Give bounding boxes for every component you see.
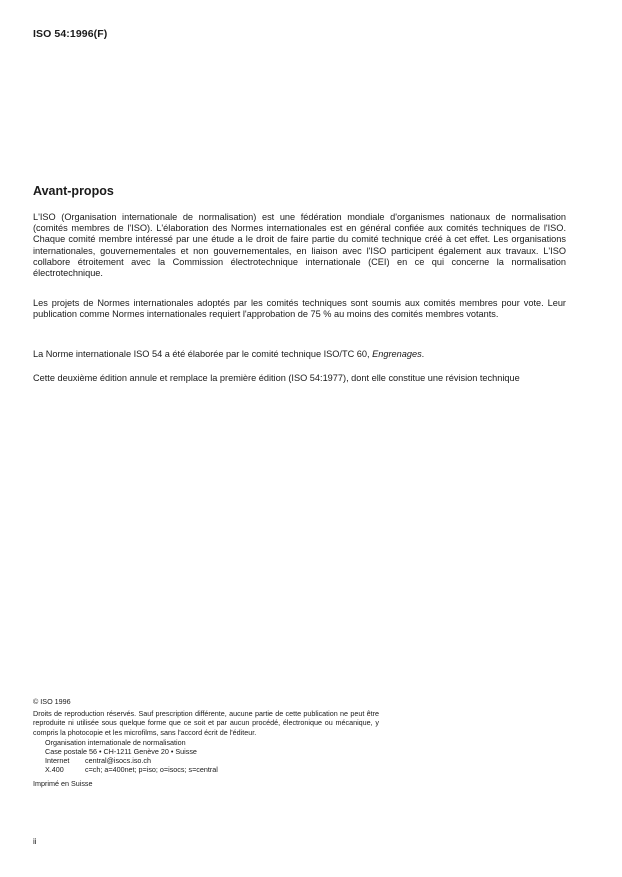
copyright-notice: © ISO 1996	[33, 697, 71, 706]
copyright-rights: Droits de reproduction réservés. Sauf prescription différente, aucune partie de cette publication ne peut être reproduite ni utilisée sous quelque forme que ce soit et par aucun procédé, électronique ou mécanique, y compris la photocopie et les microfilms, sans l'accord écrit de l'éditeur.	[33, 709, 379, 737]
foreword-paragraph-3	[33, 349, 566, 360]
internet-label: Internet	[45, 756, 70, 766]
postal-address: Case postale 56 • CH-1211 Genève 20 • Suisse	[45, 747, 197, 757]
x400-row	[45, 765, 379, 774]
x400-value: c=ch; a=400net; p=iso; o=isocs; s=central	[85, 765, 218, 775]
foreword-paragraph-2: Les projets de Normes internationales adoptés par les comités techniques sont soumis aux comités membres pour vote. Leur publication comme Normes internationales requiert l'approbation de 75 % au moins des comités membres votants.	[33, 298, 566, 320]
publisher-address	[33, 738, 379, 775]
paragraph-3-end: .	[421, 349, 425, 359]
x400-label: X.400	[45, 765, 64, 775]
org-name: Organisation internationale de normalisation	[45, 737, 186, 747]
foreword-paragraph-4: Cette deuxième édition annule et remplace la première édition (ISO 54:1977), dont elle constitue une révision technique	[33, 373, 520, 383]
committee-title: Engrenages	[372, 349, 422, 359]
foreword-title: Avant-propos	[33, 184, 114, 198]
copyright-block	[33, 697, 379, 788]
document-id: ISO 54:1996(F)	[33, 28, 108, 40]
page-number: ii	[33, 837, 37, 846]
printed-in: Imprimé en Suisse	[33, 778, 93, 788]
foreword-paragraph-1: L'ISO (Organisation internationale de normalisation) est une fédération mondiale d'organismes nationaux de normalisation (comités membres de l'ISO). L'élaboration des Normes internationales est en général confiée aux comités techniques de l'ISO. Chaque comité membre intéressé par une étude a le droit de faire partie du comité technique créé à cet effet. Les organisations internationales, gouvernementales et non gouvernementales, en liaison avec l'ISO participent également aux travaux. L'ISO collabore étroitement avec la Commission électrotechnique internationale (CEI) en ce qui concerne la normalisation électrotechnique.	[33, 212, 566, 279]
internet-value: central@isocs.iso.ch	[85, 756, 152, 766]
paragraph-3-text: La Norme internationale ISO 54 a été élaborée par le comité technique ISO/TC 60,	[33, 349, 373, 359]
internet-row	[45, 756, 379, 765]
